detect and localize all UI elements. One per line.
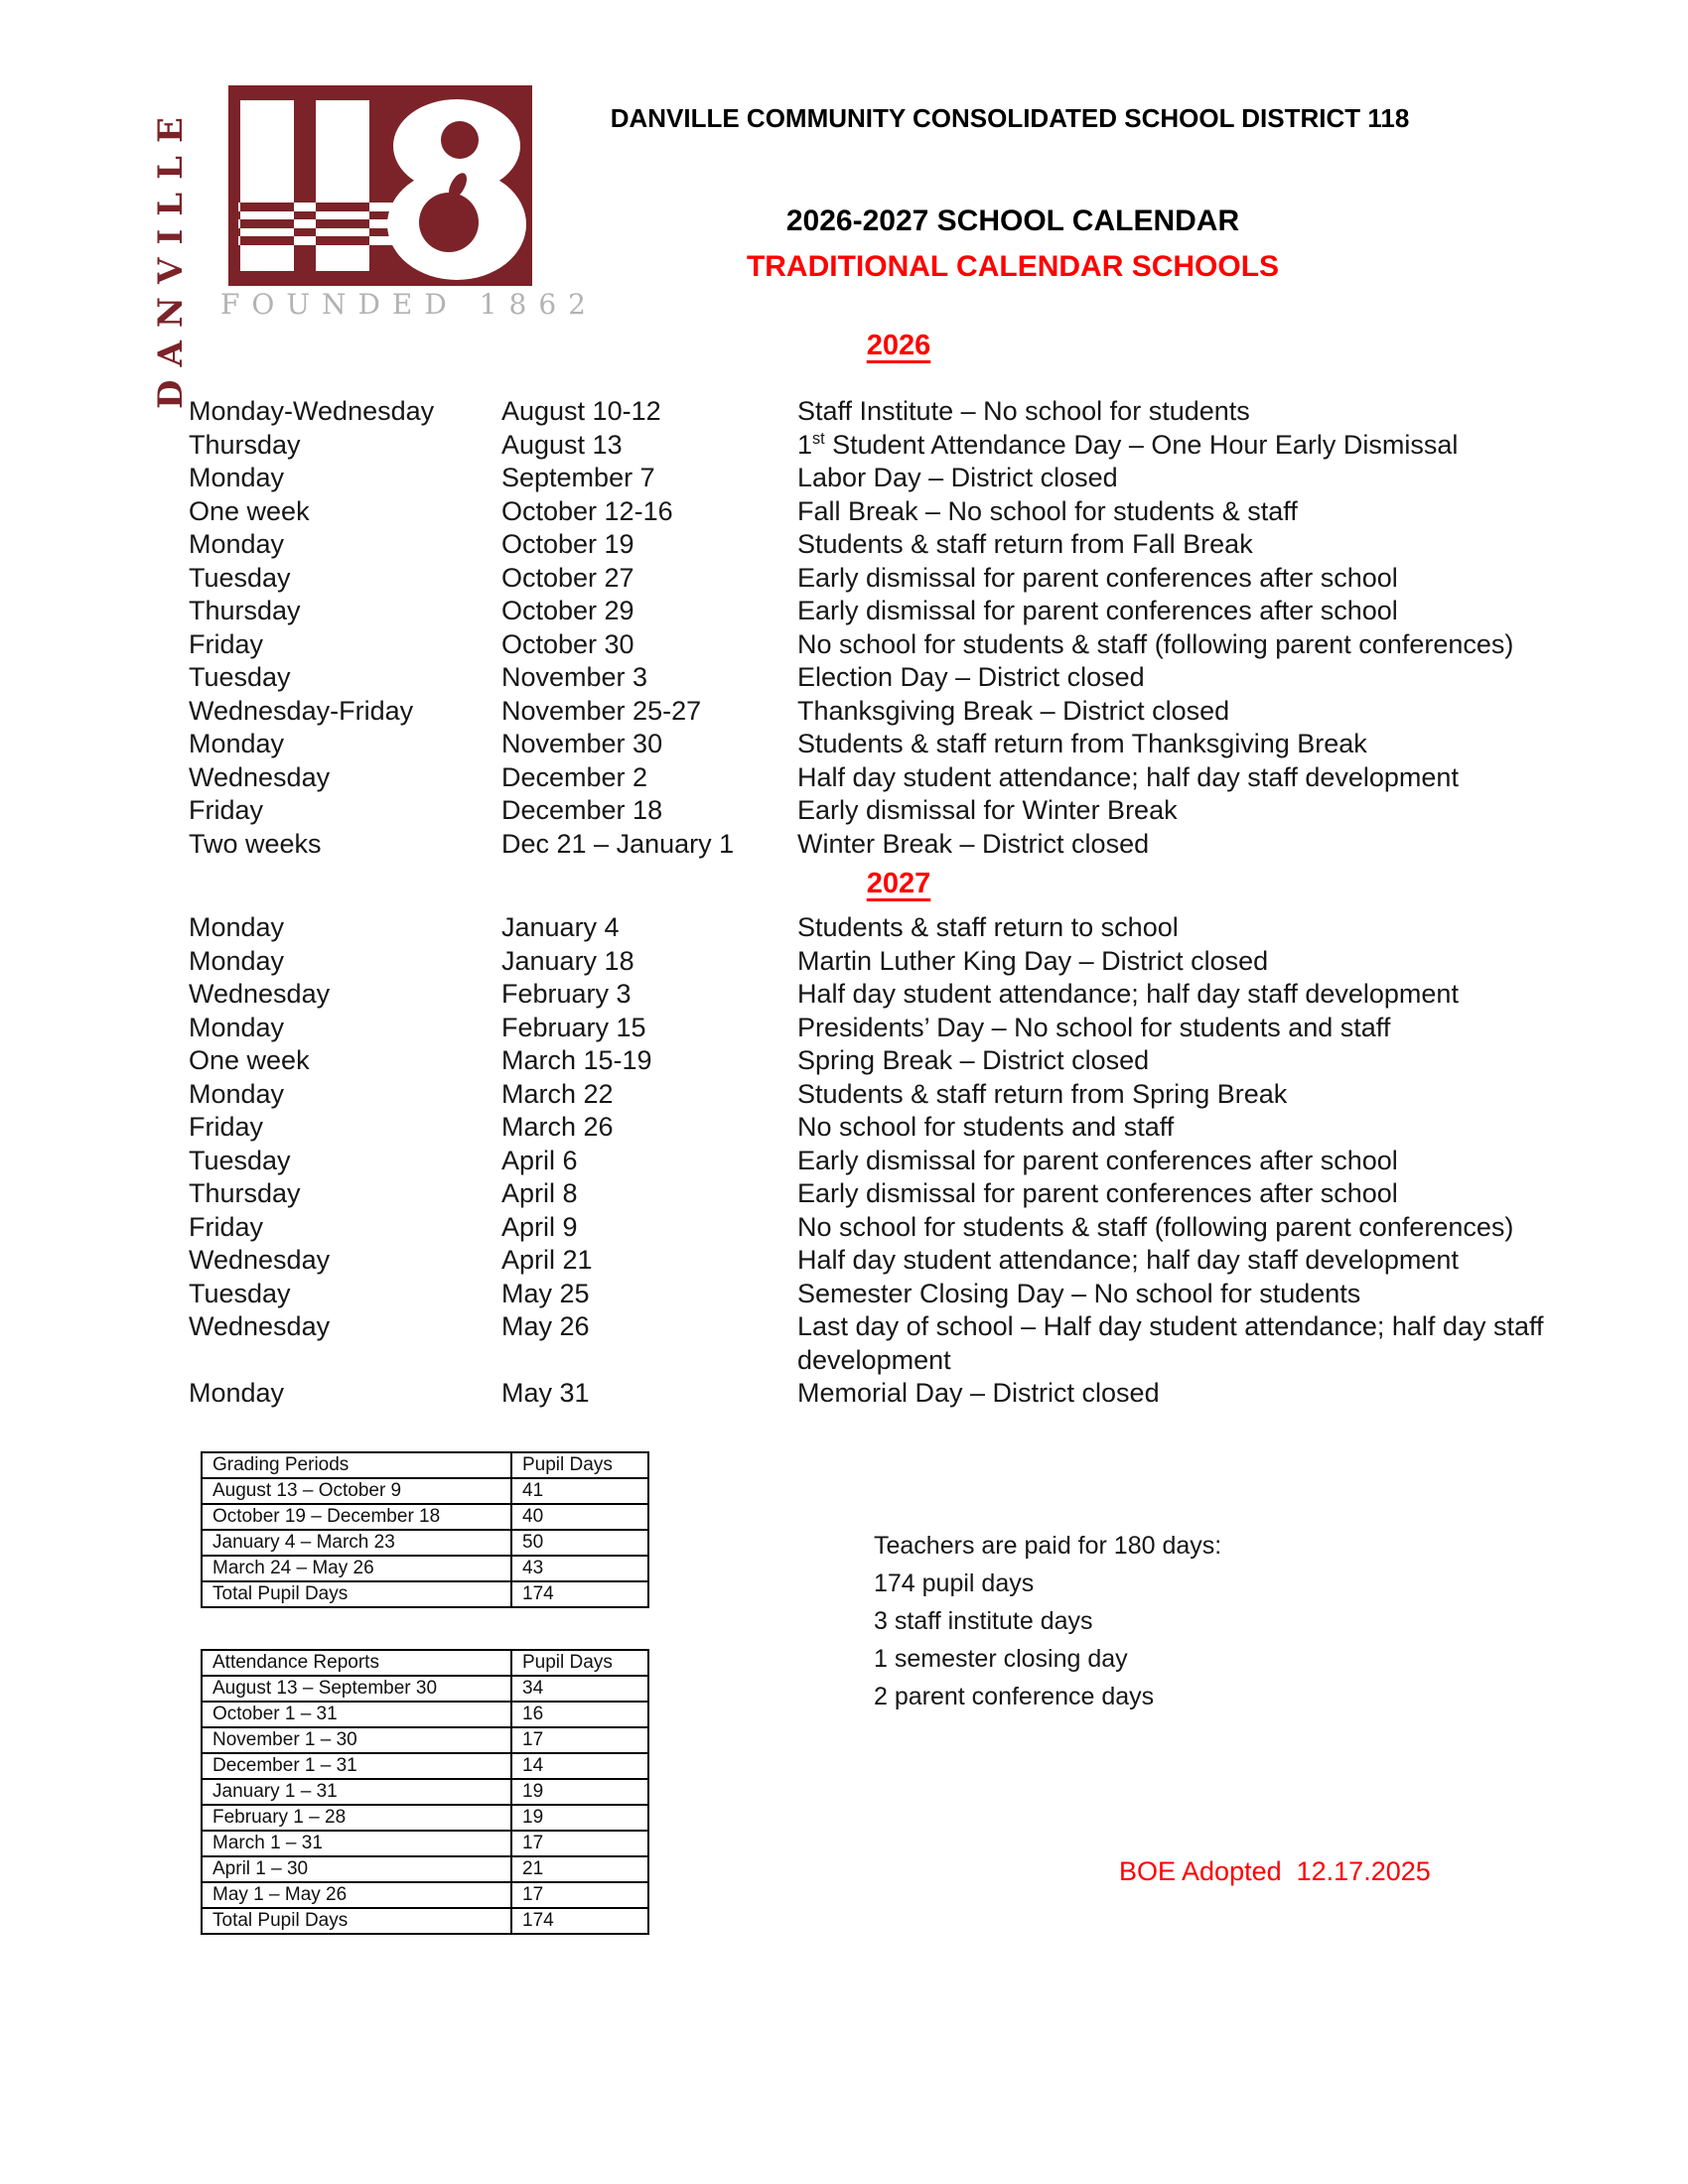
table-cell: 50 — [511, 1530, 648, 1556]
event-description: Winter Break – District closed — [797, 828, 1150, 859]
event-description: No school for students & staff (following parent conferences) — [797, 1211, 1514, 1242]
table-row — [202, 1882, 648, 1908]
event-day: Monday — [189, 1378, 285, 1408]
event-row — [189, 695, 1673, 729]
table-cell: April 1 – 30 — [202, 1856, 511, 1882]
table-cell: 34 — [511, 1676, 648, 1702]
event-description: Students & staff return from Spring Break — [797, 1078, 1288, 1109]
event-day: Monday-Wednesday — [189, 396, 435, 426]
event-day: Friday — [189, 795, 264, 825]
event-description: Half day student attendance; half day staff development — [797, 761, 1459, 792]
events-list-2026 — [189, 395, 1673, 861]
event-description: Memorial Day – District closed — [797, 1378, 1160, 1408]
table-row — [202, 1908, 648, 1934]
table-cell: 17 — [511, 1727, 648, 1753]
event-row — [189, 1211, 1673, 1245]
event-row — [189, 495, 1673, 529]
event-day: Two weeks — [189, 828, 322, 859]
event-day: Friday — [189, 1211, 264, 1242]
event-date: April 8 — [501, 1178, 578, 1208]
event-row — [189, 728, 1673, 761]
event-day: Tuesday — [189, 1278, 291, 1308]
event-description: Last day of school – Half day student attendance; half day staff development — [797, 1311, 1544, 1375]
table-row — [202, 1702, 648, 1727]
table-cell: 19 — [511, 1779, 648, 1805]
event-date: March 22 — [501, 1078, 614, 1109]
event-day: Monday — [189, 729, 285, 758]
event-row — [189, 828, 1673, 862]
calendar-subtitle: TRADITIONAL CALENDAR SCHOOLS — [746, 250, 1280, 283]
table-cell: 40 — [511, 1504, 648, 1530]
event-row — [189, 945, 1673, 979]
table-cell: January 1 – 31 — [202, 1779, 511, 1805]
table-row — [202, 1753, 648, 1779]
event-date: October 12-16 — [501, 495, 673, 526]
event-description: Fall Break – No school for students & staff — [797, 495, 1298, 526]
table-cell: January 4 – March 23 — [202, 1530, 511, 1556]
event-row — [189, 761, 1673, 795]
event-date: February 3 — [501, 979, 632, 1009]
event-row — [189, 1244, 1673, 1278]
event-date: January 18 — [501, 945, 634, 976]
event-row — [189, 978, 1673, 1012]
table-cell: May 1 – May 26 — [202, 1882, 511, 1908]
event-date: March 15-19 — [501, 1045, 652, 1075]
events-list-2027 — [189, 911, 1673, 1411]
event-day: Friday — [189, 1112, 264, 1142]
table-cell: 19 — [511, 1805, 648, 1831]
event-date: December 2 — [501, 761, 648, 792]
event-day: Thursday — [189, 429, 301, 460]
table-cell: 21 — [511, 1856, 648, 1882]
logo-founded-text: FOUNDED 1862 — [220, 288, 598, 321]
event-day: Monday — [189, 1078, 285, 1109]
summary-line: 1 semester closing day — [874, 1645, 1128, 1673]
table-cell: Total Pupil Days — [202, 1581, 511, 1607]
year-heading-2027: 2027 — [866, 868, 931, 899]
summary-line: 174 pupil days — [874, 1570, 1035, 1597]
event-day: Friday — [189, 628, 264, 659]
event-row — [189, 395, 1673, 429]
event-date: August 10-12 — [501, 396, 661, 426]
year-heading-2026: 2026 — [866, 330, 931, 361]
table-cell: August 13 – September 30 — [202, 1676, 511, 1702]
event-description: Spring Break – District closed — [797, 1045, 1150, 1075]
table-cell: 16 — [511, 1702, 648, 1727]
event-row — [189, 911, 1673, 945]
event-description: No school for students & staff (following parent conferences) — [797, 628, 1514, 659]
summary-paid-days — [874, 1527, 1221, 1715]
event-description: Students & staff return to school — [797, 912, 1179, 942]
table-cell: 14 — [511, 1753, 648, 1779]
table-header-cell: Pupil Days — [511, 1650, 648, 1676]
calendar-title: 2026-2027 SCHOOL CALENDAR — [785, 205, 1240, 237]
event-date: October 19 — [501, 529, 634, 559]
table-row — [202, 1805, 648, 1831]
event-description: Early dismissal for parent conferences after school — [797, 1145, 1398, 1175]
event-date: August 13 — [501, 429, 623, 460]
table-cell: December 1 – 31 — [202, 1753, 511, 1779]
event-row — [189, 1377, 1673, 1411]
table-cell: 43 — [511, 1556, 648, 1581]
table-row — [202, 1831, 648, 1856]
event-date: January 4 — [501, 912, 620, 942]
event-description: Students & staff return from Fall Break — [797, 529, 1253, 559]
event-day: Monday — [189, 463, 285, 492]
event-date: October 30 — [501, 628, 634, 659]
event-row — [189, 1078, 1673, 1112]
event-date: February 15 — [501, 1012, 646, 1042]
event-description: Early dismissal for parent conferences after school — [797, 596, 1398, 625]
event-description: Labor Day – District closed — [797, 463, 1118, 492]
event-date: October 27 — [501, 562, 634, 593]
event-description: 1st Student Attendance Day – One Hour Early Dismissal — [797, 429, 1459, 460]
attendance-reports-table — [201, 1649, 649, 1935]
event-day: One week — [189, 1045, 310, 1075]
event-day: Monday — [189, 529, 285, 559]
event-description: Staff Institute – No school for students — [797, 396, 1250, 426]
table-cell: October 1 – 31 — [202, 1702, 511, 1727]
table-cell: March 1 – 31 — [202, 1831, 511, 1856]
event-day: Monday — [189, 945, 285, 976]
table-cell: October 19 – December 18 — [202, 1504, 511, 1530]
event-row — [189, 528, 1673, 562]
event-day: Wednesday — [189, 979, 331, 1009]
event-date: May 26 — [501, 1311, 590, 1341]
summary-line: Teachers are paid for 180 days: — [874, 1532, 1222, 1560]
event-description: Students & staff return from Thanksgiving Break — [797, 729, 1367, 758]
event-row — [189, 1278, 1673, 1311]
event-date: November 30 — [501, 729, 663, 758]
event-row — [189, 1310, 1673, 1377]
table-row — [202, 1779, 648, 1805]
event-row — [189, 1012, 1673, 1045]
table-header-row — [202, 1452, 648, 1478]
table-cell: 17 — [511, 1831, 648, 1856]
event-date: October 29 — [501, 596, 634, 625]
event-day: Monday — [189, 912, 285, 942]
summary-line: 2 parent conference days — [874, 1683, 1155, 1710]
event-description: Early dismissal for parent conferences after school — [797, 562, 1398, 593]
event-row — [189, 794, 1673, 828]
table-row — [202, 1856, 648, 1882]
event-day: Tuesday — [189, 662, 291, 692]
table-header-cell: Attendance Reports — [202, 1650, 511, 1676]
event-row — [189, 1044, 1673, 1078]
event-row — [189, 661, 1673, 695]
table-row — [202, 1556, 648, 1581]
table-row — [202, 1504, 648, 1530]
event-date: March 26 — [501, 1112, 614, 1142]
table-cell: 17 — [511, 1882, 648, 1908]
event-row — [189, 628, 1673, 662]
table-row — [202, 1727, 648, 1753]
event-description: Election Day – District closed — [797, 662, 1145, 692]
table-cell: 174 — [511, 1581, 648, 1607]
event-day: Thursday — [189, 1178, 301, 1208]
event-date: Dec 21 – January 1 — [501, 828, 735, 859]
event-description: No school for students and staff — [797, 1112, 1175, 1142]
table-header-row — [202, 1650, 648, 1676]
boe-adopted-note: BOE Adopted 12.17.2025 — [1119, 1856, 1431, 1886]
event-date: May 31 — [501, 1378, 590, 1408]
table-cell: August 13 – October 9 — [202, 1478, 511, 1504]
event-description: Half day student attendance; half day staff development — [797, 979, 1459, 1009]
event-row — [189, 562, 1673, 596]
event-description: Early dismissal for parent conferences after school — [797, 1178, 1398, 1208]
event-date: September 7 — [501, 463, 655, 492]
event-day: One week — [189, 495, 310, 526]
summary-line: 3 staff institute days — [874, 1607, 1093, 1635]
event-row — [189, 595, 1673, 628]
event-row — [189, 1177, 1673, 1211]
event-description: Half day student attendance; half day staff development — [797, 1245, 1459, 1275]
event-date: November 25-27 — [501, 695, 702, 726]
table-cell: 41 — [511, 1478, 648, 1504]
event-day: Tuesday — [189, 1145, 291, 1175]
table-header-cell: Grading Periods — [202, 1452, 511, 1478]
event-day: Wednesday — [189, 761, 331, 792]
table-row — [202, 1676, 648, 1702]
event-date: May 25 — [501, 1278, 590, 1308]
event-day: Wednesday-Friday — [189, 695, 414, 726]
event-date: April 6 — [501, 1145, 578, 1175]
event-row — [189, 462, 1673, 495]
event-date: April 9 — [501, 1211, 578, 1242]
table-row — [202, 1478, 648, 1504]
table-header-cell: Pupil Days — [511, 1452, 648, 1478]
event-day: Wednesday — [189, 1311, 331, 1341]
table-cell: February 1 – 28 — [202, 1805, 511, 1831]
event-date: November 3 — [501, 662, 648, 692]
event-description: Martin Luther King Day – District closed — [797, 945, 1269, 976]
event-description: Presidents’ Day – No school for students and staff — [797, 1012, 1391, 1042]
event-description: Semester Closing Day – No school for students — [797, 1278, 1361, 1308]
table-cell: March 24 – May 26 — [202, 1556, 511, 1581]
event-day: Wednesday — [189, 1245, 331, 1275]
district-name-heading: DANVILLE COMMUNITY CONSOLIDATED SCHOOL DISTRICT 118 — [610, 103, 1410, 133]
event-description: Early dismissal for Winter Break — [797, 795, 1178, 825]
event-row — [189, 1111, 1673, 1145]
table-cell: November 1 – 30 — [202, 1727, 511, 1753]
event-day: Monday — [189, 1012, 285, 1042]
event-day: Tuesday — [189, 562, 291, 593]
table-row — [202, 1581, 648, 1607]
event-row — [189, 1145, 1673, 1178]
table-cell: Total Pupil Days — [202, 1908, 511, 1934]
table-row — [202, 1530, 648, 1556]
logo-danville-text: DANVILLE — [151, 104, 191, 409]
event-date: April 21 — [501, 1245, 593, 1275]
table-cell: 174 — [511, 1908, 648, 1934]
grading-periods-table — [201, 1451, 649, 1608]
event-day: Thursday — [189, 596, 301, 625]
event-date: December 18 — [501, 795, 663, 825]
logo-118-graphic — [228, 85, 532, 286]
event-row — [189, 429, 1673, 463]
event-description: Thanksgiving Break – District closed — [797, 695, 1230, 726]
